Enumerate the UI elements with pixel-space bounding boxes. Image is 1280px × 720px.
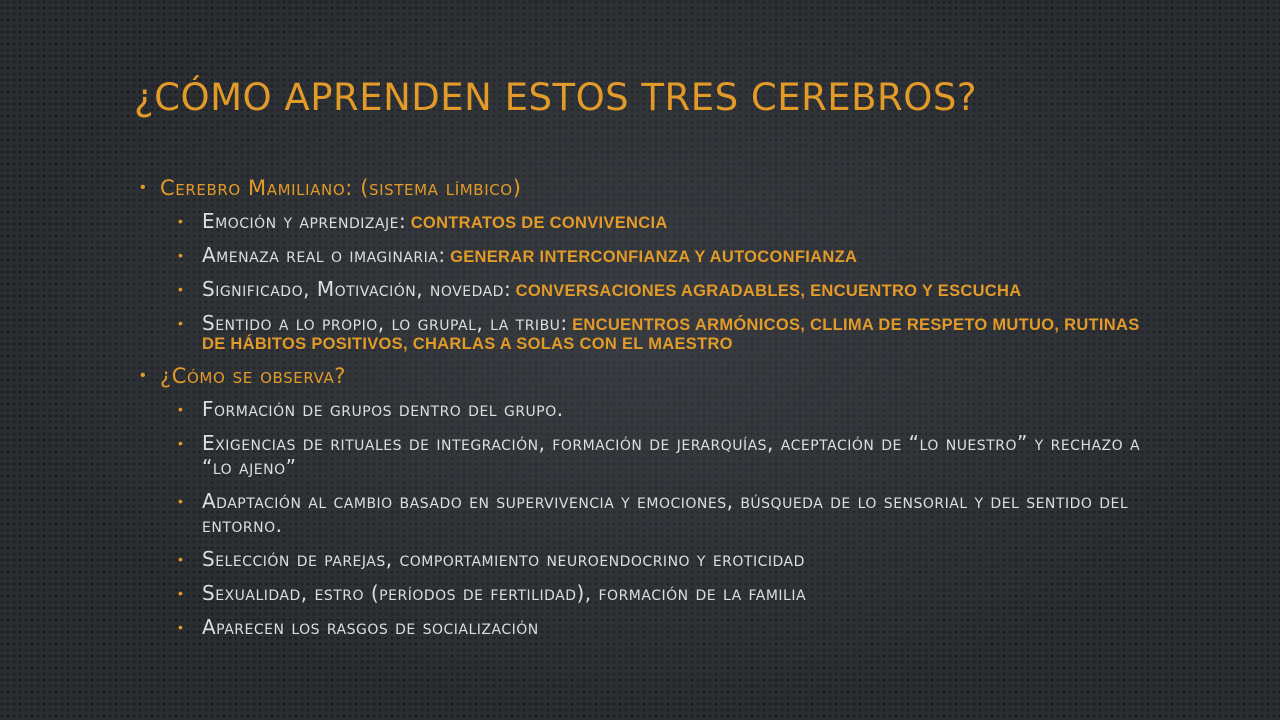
item-label: Exigencias de rituales de integración, formación de jerarquías, aceptación de “lo nuestro” y rechazo a “lo ajeno” [202, 431, 1141, 479]
section-como-se-observa [140, 364, 1160, 639]
list-item [178, 431, 1160, 479]
slide-content [140, 176, 1160, 649]
list-item [178, 397, 1160, 421]
bullet-list [140, 176, 1160, 639]
item-highlight: GENERAR INTERCONFIANZA Y AUTOCONFIANZA [450, 248, 858, 266]
list-item [178, 311, 1160, 354]
item-label: Sentido a lo propio, lo grupal, la tribu: [202, 311, 568, 335]
item-highlight: ENCUENTROS ARMÓNICOS, CLLIMA DE RESPETO MUTUO, RUTINAS DE HÁBITOS POSITIVOS, CHARLAS A SOLAS CON EL MAESTRO [202, 316, 1140, 353]
slide-title: ¿CÓMO APRENDEN ESTOS TRES CEREBROS? [134, 76, 978, 119]
item-label: Adaptación al cambio basado en supervivencia y emociones, búsqueda de lo sensorial y del sentido del entorno. [202, 489, 1129, 537]
list-item [178, 209, 1160, 233]
sub-bullet-list [178, 397, 1160, 639]
item-highlight: CONVERSACIONES AGRADABLES, ENCUENTRO Y ESCUCHA [515, 282, 1022, 300]
item-highlight: CONTRATOS DE CONVIVENCIA [410, 214, 668, 232]
section-heading: ¿Cómo se observa? [160, 364, 347, 388]
item-label: Amenaza real o imaginaria: [202, 243, 446, 267]
item-label: Formación de grupos dentro del grupo. [202, 397, 564, 421]
section-cerebro-mamiliano [140, 176, 1160, 354]
section-heading: Cerebro Mamiliano: (sistema límbico) [160, 176, 522, 200]
item-label: Selección de parejas, comportamiento neuroendocrino y eroticidad [202, 547, 805, 571]
sub-bullet-list [178, 209, 1160, 354]
list-item [178, 615, 1160, 639]
list-item [178, 547, 1160, 571]
list-item [178, 277, 1160, 301]
item-label: Aparecen los rasgos de socialización [202, 615, 539, 639]
item-label: Sexualidad, estro (períodos de fertilidad), formación de la familia [202, 581, 807, 605]
item-label: Significado, Motivación, novedad: [202, 277, 512, 301]
list-item [178, 243, 1160, 267]
list-item [178, 581, 1160, 605]
list-item [178, 489, 1160, 537]
item-label: Emoción y aprendizaje: [202, 209, 407, 233]
